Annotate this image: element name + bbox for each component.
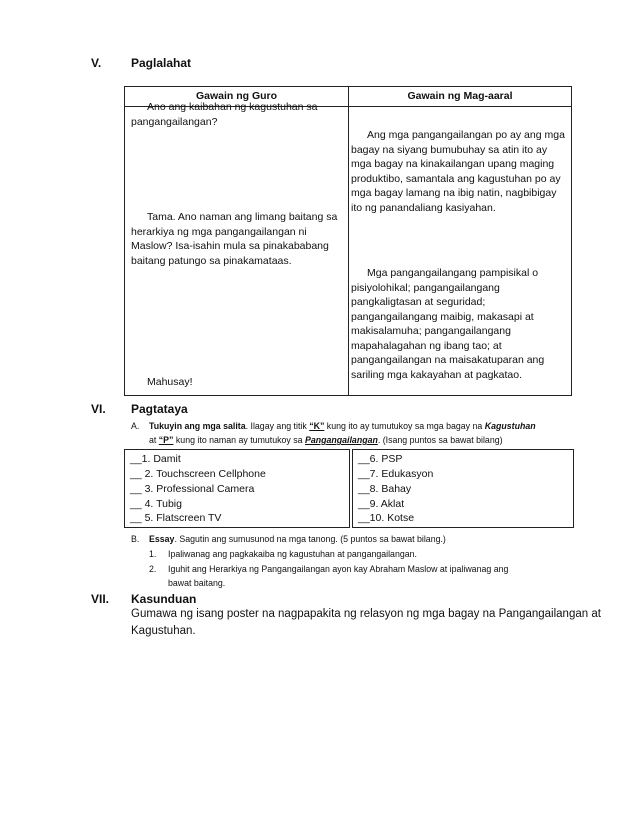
text-line: makisalamuha; pangangailangang — [351, 325, 511, 337]
text-line: ito ng panandaliang kasiyahan. — [351, 201, 496, 214]
section-title-v: Paglalahat — [131, 56, 192, 70]
essay-question-2-cont: bawat baitang. — [168, 578, 226, 588]
text-line: Ano ang kaibahan ng kagustuhan sa — [147, 101, 318, 113]
text-line: pangangailangan? — [131, 115, 218, 128]
answer-box-left — [124, 449, 350, 528]
section-title-vi: Pagtataya — [131, 402, 188, 416]
instruction-a-line-2 — [149, 434, 503, 447]
list-item: __ 4. Tubig — [130, 498, 182, 510]
list-item: __7. Edukasyon — [358, 468, 434, 480]
label-p: “P” — [158, 435, 174, 445]
essay-number-1: 1. — [149, 549, 157, 559]
section-title-vii: Kasunduan — [131, 592, 197, 606]
instruction-a-line-1 — [149, 420, 536, 433]
table-column-divider — [348, 87, 349, 395]
header-gawain-ng-guro: Gawain ng Guro — [195, 90, 278, 102]
text-line: pangangailangan na maisakatuparan ang — [351, 354, 545, 366]
paglalahat-table — [124, 86, 572, 396]
text-line: Ang mga pangangailangan po ay ang mga — [367, 129, 565, 141]
text-span: at — [149, 435, 159, 445]
essay-number-2: 2. — [149, 564, 157, 574]
essay-question-2: Iguhit ang Herarkiya ng Pangangailangan ayon kay Abraham Maslow at ipaliwanag ang — [168, 564, 509, 574]
list-item: __8. Bahay — [358, 483, 412, 495]
text-line: Maslow? Isa-isahin mula sa pinakababang — [131, 240, 329, 252]
term-kagustuhan: Kagustuhan — [484, 421, 536, 431]
item-letter-b: B. — [131, 534, 140, 544]
guro-closing: Mahusay! — [147, 376, 193, 388]
text-line: baitang patungo sa pinakamataas. — [131, 254, 292, 267]
text-line: mga bagay lamang na ibig natin, nagbibigay — [351, 187, 557, 199]
section-number-vi: VI. — [91, 402, 106, 416]
text-span: kung ito naman ay tumutukoy sa — [173, 435, 305, 445]
text-line: pangangailangang maibig, makasapi at — [351, 310, 534, 323]
text-line: Tama. Ano naman ang limang baitang sa — [147, 211, 338, 223]
guro-question-1 — [131, 100, 346, 129]
text-span: . Sagutin ang sumusunod na mga tanong. (5 puntos sa bawat bilang.) — [174, 534, 446, 544]
text-line: produktibo, samantala ang kagustuhan po ay — [351, 172, 561, 185]
text-line: Gumawa ng isang poster na nagpapakita ng relasyon ng mga bagay na Pangangailangan at — [131, 608, 601, 620]
label-k: “K” — [309, 421, 325, 431]
text-line: mga bagay na kinakailangan upang maging — [351, 158, 555, 170]
guro-question-2 — [131, 210, 346, 268]
list-item: __10. Kotse — [358, 512, 415, 524]
list-item: __1. Damit — [130, 453, 181, 465]
item-letter-a: A. — [131, 421, 140, 431]
list-item: __ 5. Flatscreen TV — [130, 512, 222, 524]
section-number-vii: VII. — [91, 592, 110, 606]
text-line: pangkaligtasan at seguridad; — [351, 296, 486, 308]
aaral-answer-2 — [351, 266, 571, 382]
text-line: mapahalagahan ng ibang tao; at — [351, 339, 502, 352]
list-item: __6. PSP — [358, 453, 403, 465]
instruction-bold-lead: Tukuyin ang mga salita — [149, 421, 246, 431]
text-span: . Ilagay ang titik — [245, 421, 310, 431]
answer-box-right — [352, 449, 574, 528]
section-number-v: V. — [91, 56, 102, 70]
instruction-b — [149, 533, 446, 546]
text-span: . (Isang puntos sa bawat bilang) — [377, 435, 503, 445]
text-line: pisiyolohikal; pangangailangang — [351, 281, 500, 294]
list-item: __ 2. Touchscreen Cellphone — [130, 468, 266, 480]
instruction-b-bold: Essay — [149, 534, 175, 544]
list-item: __ 3. Professional Camera — [130, 483, 255, 495]
text-line: Mga pangangailangang pampisikal o — [367, 267, 539, 279]
list-item: __9. Aklat — [358, 498, 405, 510]
kasunduan-text — [131, 606, 601, 640]
aaral-answer-1 — [351, 128, 571, 215]
text-span: kung ito ay tumutukoy sa mga bagay na — [324, 421, 485, 431]
header-gawain-ng-mag-aaral: Gawain ng Mag-aaral — [407, 90, 513, 102]
text-line: sariling mga kakayahan at pagkatao. — [351, 368, 523, 381]
essay-question-1: Ipaliwanag ang pagkakaiba ng kagustuhan at pangangailangan. — [168, 549, 417, 559]
text-line: Kagustuhan. — [131, 625, 196, 637]
text-line: herarkiya ng mga pangangailangan ni — [131, 225, 307, 238]
term-pangangailangan: Pangangailangan — [305, 435, 378, 445]
text-line: bagay na siyang bumubuhay sa atin ito ay — [351, 143, 548, 156]
